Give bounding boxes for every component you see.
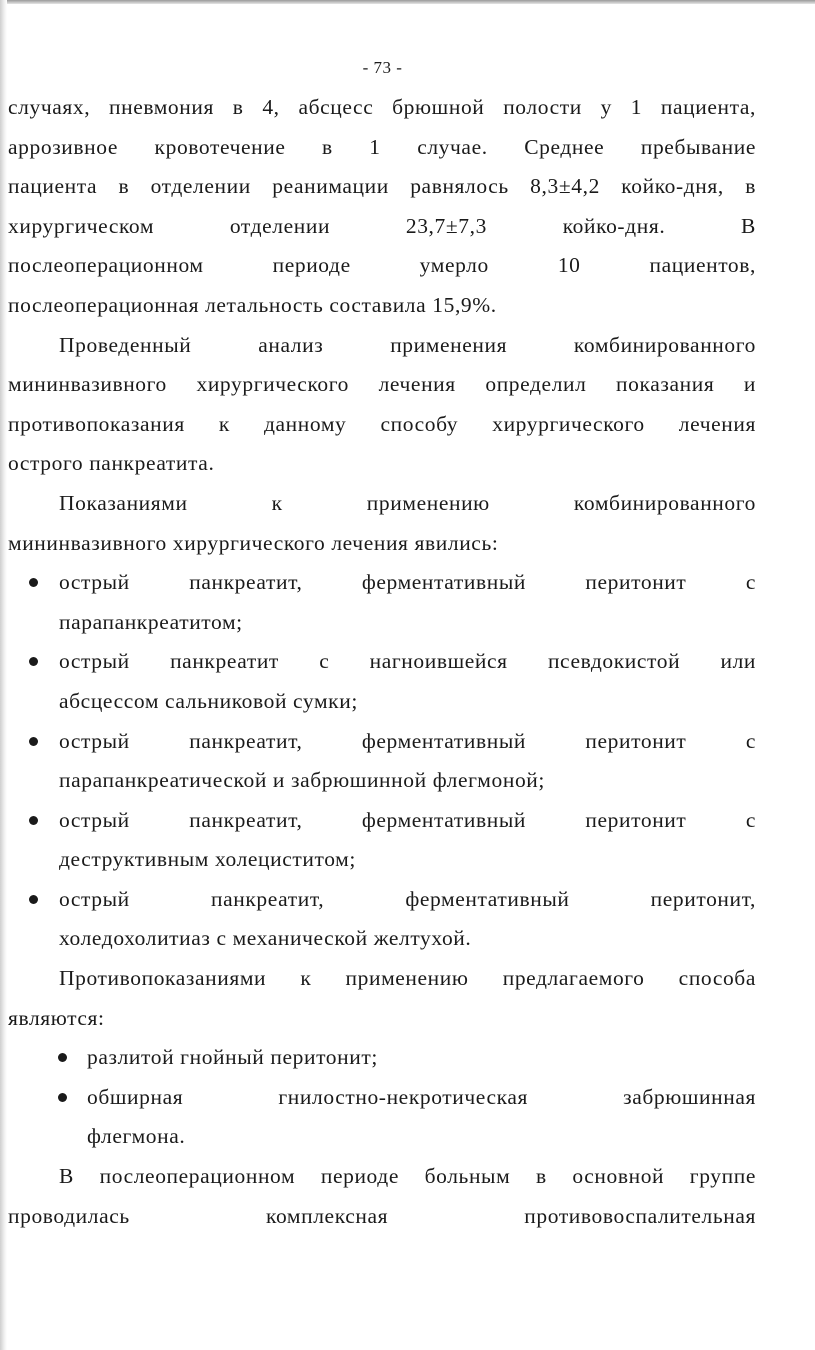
paragraph-results — [8, 88, 756, 326]
page-number: - 73 - — [362, 58, 403, 77]
bullet-icon — [58, 1053, 67, 1062]
paragraph-contraindications-intro — [8, 959, 756, 1038]
text-line: острый панкреатит, ферментативный перитонит с — [59, 570, 756, 595]
text-line: парапанкреатической и забрюшинной флегмоной; — [59, 768, 545, 793]
list-item — [8, 722, 756, 801]
text-line: острый панкреатит, ферментативный перитонит с — [59, 807, 756, 832]
text-line: Показаниями к применению комбинированного — [59, 490, 756, 515]
bullet-icon — [29, 895, 38, 904]
text-line: холедохолитиаз с механической желтухой. — [59, 926, 472, 951]
text-line: острый панкреатит, ферментативный перитонит, — [59, 886, 756, 911]
text-line: Проведенный анализ применения комбинированного — [59, 332, 756, 357]
paragraph-postoperative — [8, 1157, 756, 1236]
text-line: хирургическом отделении 23,7±7,3 койко-дня. В — [8, 213, 756, 238]
text-line: обширная гнилостно-некротическая забрюшинная — [87, 1084, 756, 1109]
text-line: острого панкреатита. — [8, 451, 215, 476]
list-item — [8, 1038, 756, 1078]
text-line: флегмона. — [87, 1124, 186, 1149]
text-line: Противопоказаниями к применению предлагаемого способа — [59, 966, 756, 991]
text-line: мининвазивного хирургического лечения явились: — [8, 530, 499, 555]
list-item — [8, 801, 756, 880]
text-line: парапанкреатитом; — [59, 609, 243, 634]
paragraph-analysis — [8, 326, 756, 484]
bullet-icon — [29, 657, 38, 666]
list-item — [8, 880, 756, 959]
text-line: мининвазивного хирургического лечения определил показания и — [8, 372, 756, 397]
text-line: проводилась комплексная противовоспалительная — [8, 1203, 756, 1228]
scan-left-shadow — [0, 0, 7, 1350]
text-line: пациента в отделении реанимации равнялось 8,3±4,2 койко-дня, в — [8, 174, 756, 199]
text-line: случаях, пневмония в 4, абсцесс брюшной полости у 1 пациента, — [8, 95, 756, 119]
body-text — [8, 88, 756, 1236]
text-line: разлитой гнойный перитонит; — [87, 1045, 378, 1070]
list-item — [8, 642, 756, 721]
text-line: аррозивное кровотечение в 1 случае. Среднее пребывание — [8, 134, 756, 159]
list-item — [8, 563, 756, 642]
bullet-icon — [29, 737, 38, 746]
paragraph-indications-intro — [8, 484, 756, 563]
contraindications-list — [8, 1038, 756, 1157]
text-line: острый панкреатит, ферментативный перитонит с — [59, 728, 756, 753]
bullet-icon — [29, 578, 38, 587]
indications-list — [8, 563, 756, 959]
list-item — [8, 1078, 756, 1157]
bullet-icon — [29, 816, 38, 825]
text-line: противопоказания к данному способу хирургического лечения — [8, 411, 756, 436]
text-line: абсцессом сальниковой сумки; — [59, 688, 358, 713]
text-line: деструктивным холециститом; — [59, 847, 356, 872]
text-line: послеоперационном периоде умерло 10 пациентов, — [8, 253, 756, 278]
text-line: острый панкреатит с нагноившейся псевдокистой или — [59, 649, 756, 674]
bullet-icon — [58, 1093, 67, 1102]
text-line: послеоперационная летальность составила 15,9%. — [8, 292, 497, 317]
scan-top-edge — [0, 0, 815, 4]
text-line: являются: — [8, 1005, 105, 1030]
text-line: В послеоперационном периоде больным в основной группе — [59, 1164, 756, 1189]
